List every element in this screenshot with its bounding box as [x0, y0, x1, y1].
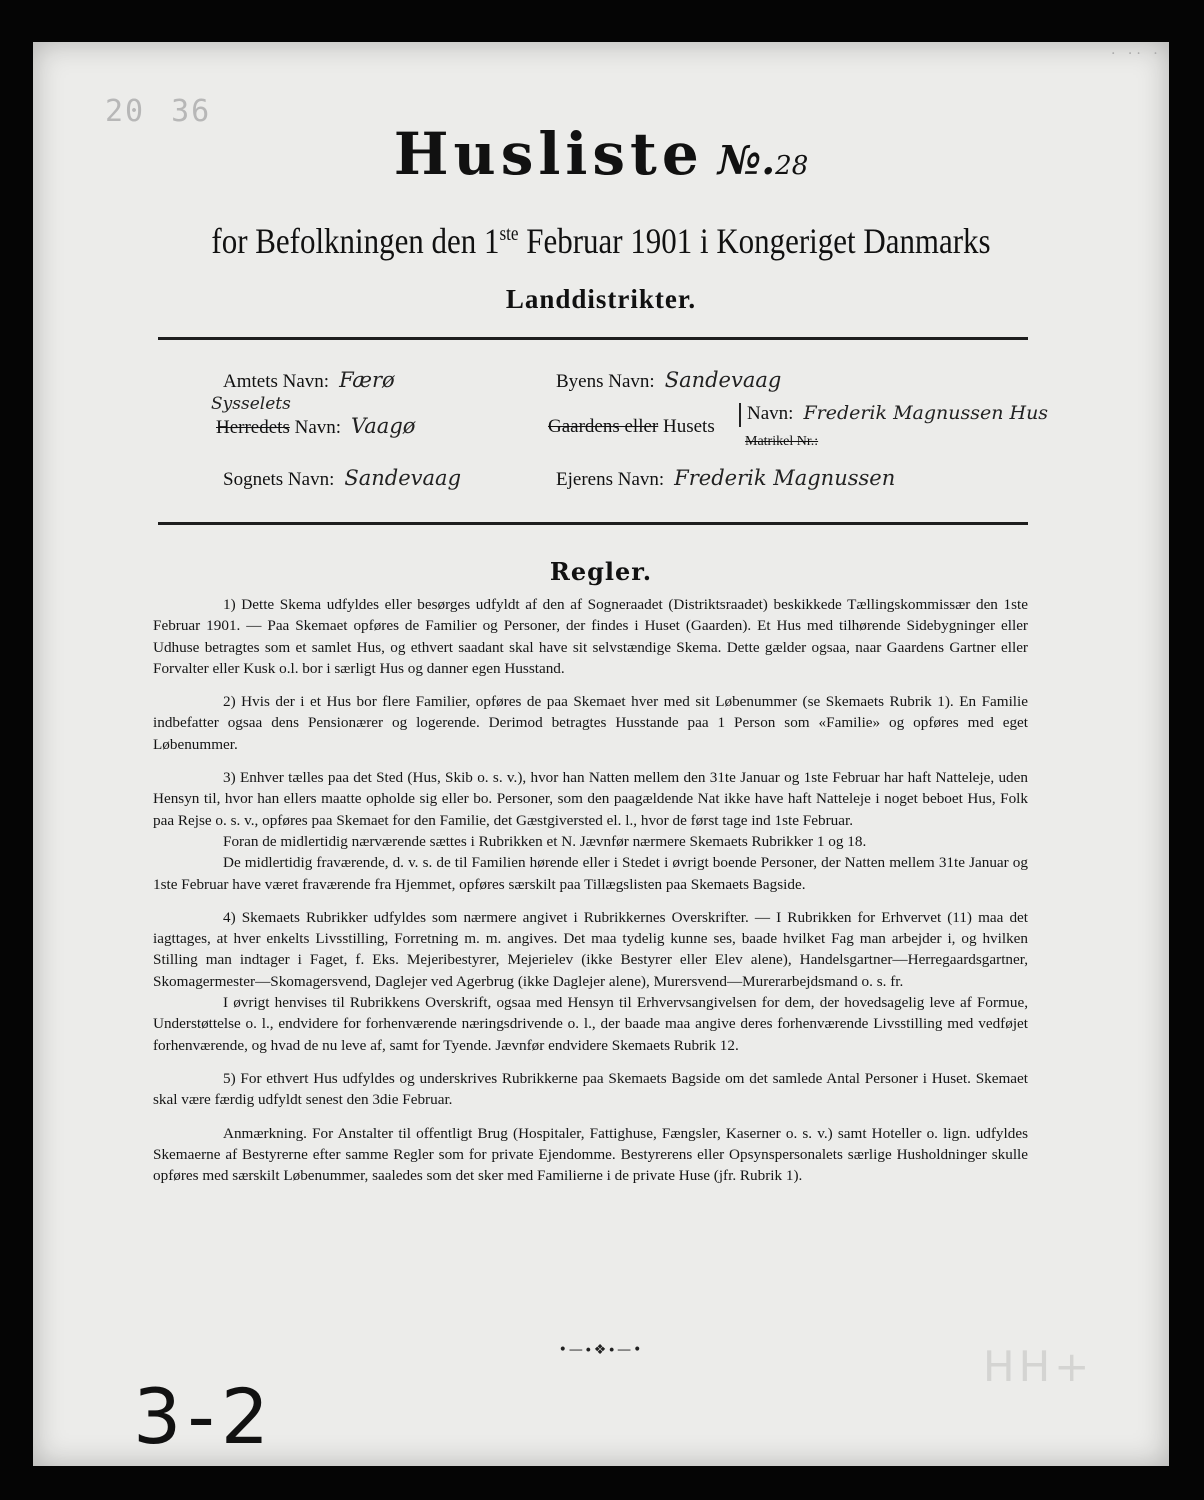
annotation: Anmærkning. For Anstalter til offentligt Brug (Hospitaler, Fattighuse, Fængsler, Kaserner o. s. v.) samt Hoteller o. lign. udfyldes Skemaerne af Bestyrerne efter samme Regler som for private Ejendomme. Bestyrerens eller Opsynspersonalets særlige Husholdninger skulle opføres med særskilt Løbenummer, saaledes som det sker med Familierne i de private Huse (jfr. Rubrik 1).: [153, 1124, 1028, 1185]
husets-label: Husets: [658, 416, 715, 437]
corner-marks: . .. .: [1111, 42, 1162, 58]
by-value: Sandevaag: [664, 368, 782, 392]
form-title: [33, 120, 1169, 188]
matrikel-field: [745, 434, 818, 450]
sogn-value: Sandevaag: [344, 466, 462, 490]
rule-5: 5) For ethvert Hus udfyldes og underskrives Rubrikkerne paa Skemaets Bagside om det samlede Antal Personer i Huset. Skemaet skal være færdig udfyldt senest den 3die Februar.: [153, 1069, 1028, 1109]
sogn-label: Sognets Navn:: [223, 469, 335, 490]
amt-value: Færø: [339, 368, 395, 392]
herred-field: [216, 414, 415, 439]
rules-text: [153, 594, 1028, 1198]
bottom-divider: [158, 522, 1028, 525]
husets-field: [548, 416, 715, 438]
rule-3-note-a: Foran de midlertidig nærværende sættes i Rubrikken et N. Jævnfør nærmere Skemaets Rubrikker 1 og 18.: [223, 832, 867, 850]
top-divider: [158, 337, 1028, 340]
rule-4-note: I øvrigt henvises til Rubrikkens Overskrift, ogsaa med Hensyn til Erhvervsangivelsen for dem, der hovedsagelig leve af Formue, Understøttelse o. l., endvidere for forhenværende næringsdrivende o. l., der baade maa angive deres forhenværende Livsstilling med vedføjet forhenværende, og hvad de nu leve af, samt for Tyende. Jævnfør endvidere Skemaets Rubrik 12.: [153, 994, 1028, 1054]
faint-number-1: 20: [105, 94, 146, 129]
district-heading: Landdistrikter.: [505, 284, 697, 314]
ornament-divider: •—∙❖∙—•: [558, 1342, 644, 1358]
amt-label: Amtets Navn:: [223, 371, 330, 392]
subtitle-pre: for Befolkningen den 1: [211, 221, 500, 261]
herred-struck-label: Herredets: [216, 417, 290, 438]
subtitle-post: Februar 1901 i Kongeriget Danmarks: [518, 221, 991, 261]
rule-4: 4) Skemaets Rubrikker udfyldes som nærmere angivet i Rubrikkernes Overskrifter. — I Rubrikken for Erhvervet (11) maa det iagttages, at hver enkelts Livsstilling, Forretning m. m. angives. Det maa tydelig kunne ses, baade hvilket Fag man arbejder i, og hvilken Stilling man indtager i Faget, f. Eks. Mejeribestyrer, Mejerielev (ikke Bestyrer eller Elev alene), Handelsgartner—Herregaardsgartner, Skomagermester—Skomagersvend, Daglejer ved Agerbrug (ikke Daglejer alene), Murersvend—Murerarbejdsmand o. s. fr.: [153, 908, 1028, 990]
herred-correction: Sysselets: [211, 394, 291, 414]
pencil-ghost-mark: HH+: [983, 1342, 1094, 1391]
number-value: 28: [775, 151, 809, 181]
husets-navn-field: [733, 402, 1048, 427]
gaard-struck-label: Gaardens eller: [548, 416, 659, 437]
sogn-field: [223, 466, 461, 491]
ejer-value: Frederik Magnussen: [674, 466, 896, 490]
rule-2: 2) Hvis der i et Hus bor flere Familier, opføres de paa Skemaet hver med sit Løbenummer (se Skemaets Rubrik 1). En Familie indbefatter ogsaa dens Pensionærer og logerende. Derimod betragtes Husstande paa 1 Person som «Familie» og opføres med eget Løbenummer.: [153, 693, 1028, 753]
navn-label: Navn:: [747, 403, 794, 424]
ejer-field: [556, 466, 895, 491]
herred-value: Vaagø: [351, 414, 416, 438]
herred-label: Navn:: [289, 417, 342, 438]
ejer-label: Ejerens Navn:: [556, 469, 665, 490]
rule-3: 3) Enhver tælles paa det Sted (Hus, Skib o. s. v.), hvor han Natten mellem den 31te Januar og 1ste Februar har haft Natteleje, uden Hensyn til, hvor han ellers maatte opholde sig eller bo. Personer, som den paagældende Nat ikke have haft Natteleje i noget beboet Hus, Folk paa Rejse o. s. v., opføres paa Skemaet for den Familie, det Gæstgiversted el. l., hvor de først tage ind 1ste Februar.: [153, 769, 1028, 829]
form-subtitle: [113, 220, 1090, 262]
by-label: Byens Navn:: [556, 371, 655, 392]
by-field: [556, 368, 781, 393]
rule-1: 1) Dette Skema udfyldes eller besørges udfyldt af den af Sogneraadet (Distriktsraadet) beskikkede Tællingskommissær den 1ste Februar 1901. — Paa Skemaet opføres de Familier og Personer, der findes i Huset (Gaarden). Et Hus med tilhørende Sidebygninger eller Udhuse betragtes som et samlet Hus, og ethvert saadant skal have sit selvstændige Skema. Dette gælder ogsaa, naar Gaardens Gartner eller Forvalter eller Kusk o.l. bor i særligt Hus og danner egen Husstand.: [153, 596, 1028, 677]
pencil-note: 3-2: [133, 1372, 276, 1461]
rule-3-note-b: De midlertidig fraværende, d. v. s. de til Familien hørende eller i Stedet i øvrigt boende Personer, der Natten mellem 31te Januar og 1ste Februar have været fraværende fra Hjemmet, opføres særskilt paa Tillægslisten paa Skemaets Bagside.: [153, 854, 1028, 893]
brace-bar: [739, 403, 741, 427]
navn-value: Frederik Magnussen Hus: [803, 402, 1049, 424]
subtitle-sup: ste: [499, 223, 519, 245]
matrikel-struck-label: Matrikel Nr.:: [745, 434, 819, 449]
amt-field: [223, 368, 395, 393]
title-text: Husliste: [393, 120, 704, 188]
rules-heading: Regler.: [549, 557, 653, 586]
census-form-sheet: [33, 42, 1169, 1466]
faint-number-2: 36: [171, 94, 212, 129]
number-label: №.: [717, 137, 776, 184]
